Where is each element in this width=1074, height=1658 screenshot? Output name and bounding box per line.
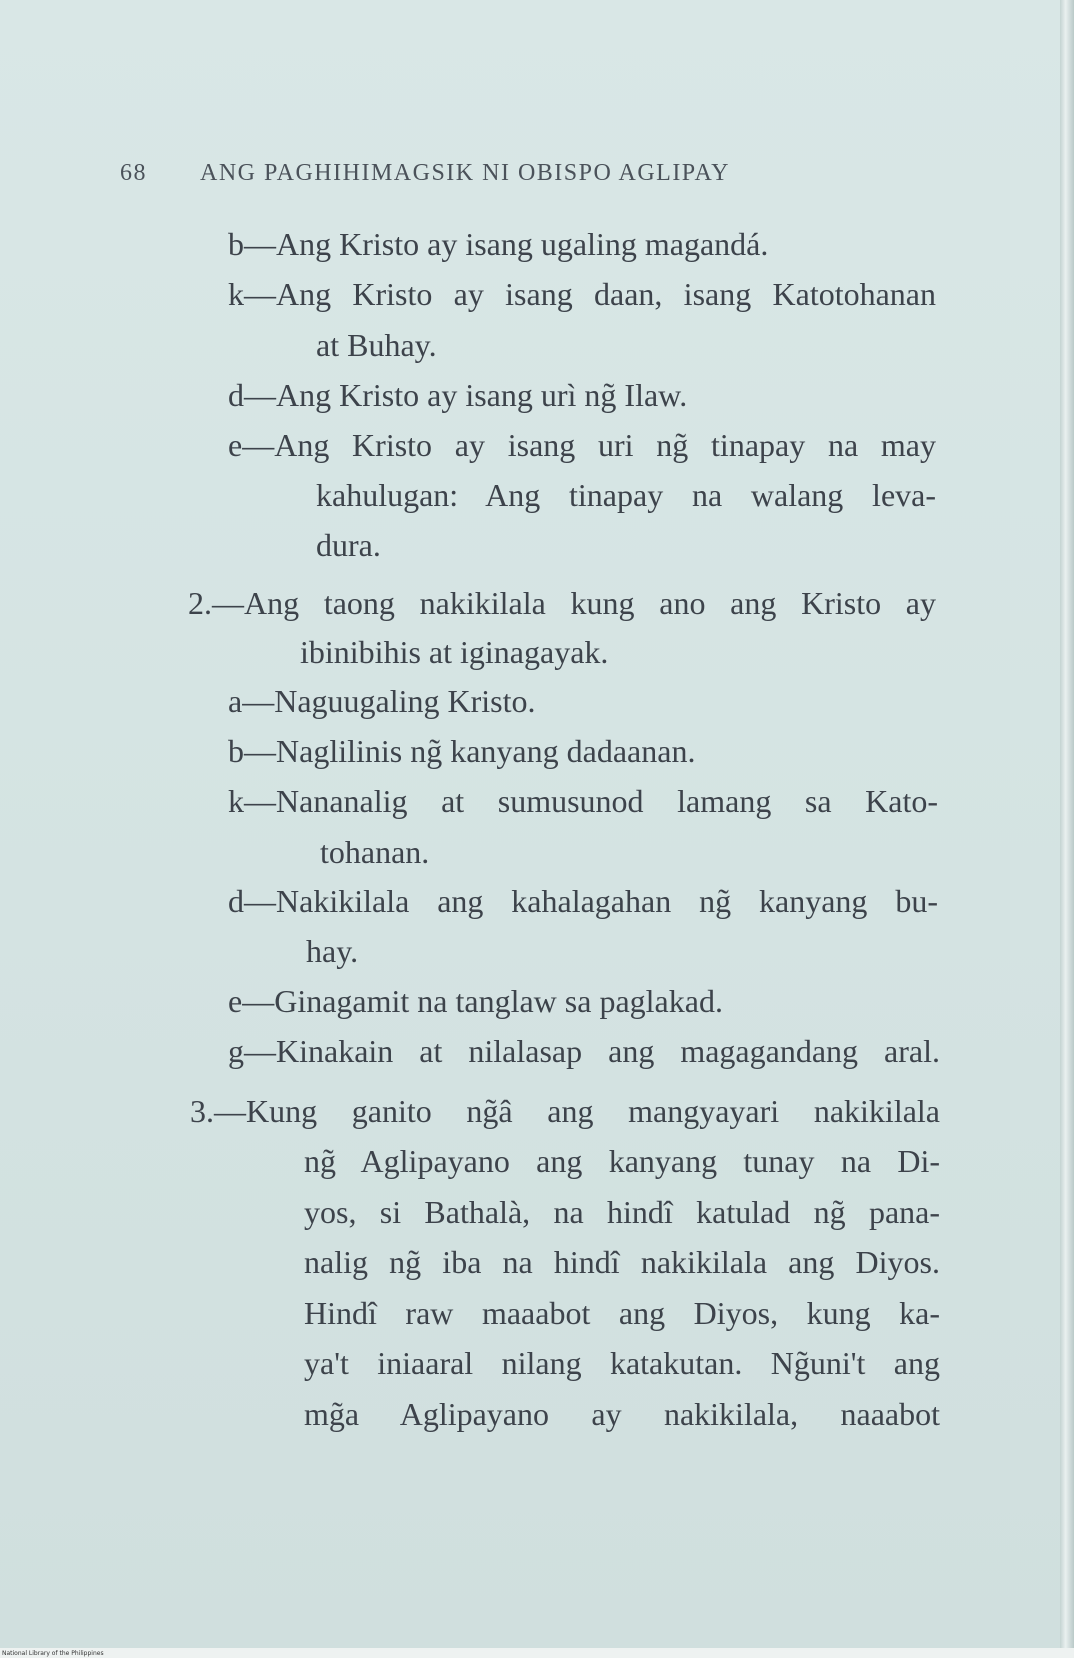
page-edge: [1060, 0, 1074, 1658]
page-number: 68: [120, 160, 147, 186]
text-line: mg̃a Aglipayano ay nakikilala, naaabot: [304, 1396, 940, 1432]
text-line: ya't iniaaral nilang katakutan. Ng̃uni't ang: [304, 1345, 940, 1381]
text-line: at Buhay.: [316, 327, 437, 363]
text-line: b—Ang Kristo ay isang ugaling magandá.: [228, 226, 769, 262]
running-header: [120, 160, 920, 187]
text-line: ibinibihis at iginagayak.: [300, 634, 609, 670]
library-credit: National Library of the Philippines: [2, 1650, 104, 1657]
running-title: ANG PAGHIHIMAGSIK NI OBISPO AGLIPAY: [200, 160, 730, 186]
text-line: k—Nananalig at sumusunod lamang sa Kato-: [228, 783, 938, 819]
text-line: g—Kinakain at nilalasap ang magagandang aral.: [228, 1033, 940, 1069]
text-line: tohanan.: [320, 834, 430, 870]
text-line: nalig ng̃ iba na hindî nakikilala ang Diyos.: [304, 1244, 940, 1280]
text-line: ng̃ Aglipayano ang kanyang tunay na Di-: [304, 1143, 940, 1179]
text-line: Hindî raw maaabot ang Diyos, kung ka-: [304, 1295, 940, 1331]
text-line: d—Nakikilala ang kahalagahan ng̃ kanyang bu-: [228, 883, 938, 919]
text-line: kahulugan: Ang tinapay na walang leva-: [316, 477, 936, 513]
bottom-strip: [0, 1648, 1074, 1658]
text-line: 2.—Ang taong nakikilala kung ano ang Kristo ay: [188, 585, 936, 621]
text-line: a—Naguugaling Kristo.: [228, 683, 536, 719]
text-line: k—Ang Kristo ay isang daan, isang Katotohanan: [228, 276, 936, 312]
text-line: b—Naglilinis ng̃ kanyang dadaanan.: [228, 733, 696, 769]
text-line: d—Ang Kristo ay isang urì ng̃ Ilaw.: [228, 377, 688, 413]
text-line: dura.: [316, 527, 381, 563]
text-line: 3.—Kung ganito ng̃â ang mangyayari nakikilala: [190, 1093, 940, 1129]
text-line: yos, si Bathalà, na hindî katulad ng̃ pana-: [304, 1194, 940, 1230]
text-line: e—Ang Kristo ay isang uri ng̃ tinapay na may: [228, 427, 936, 463]
text-line: e—Ginagamit na tanglaw sa paglakad.: [228, 983, 723, 1019]
text-line: hay.: [306, 933, 359, 969]
